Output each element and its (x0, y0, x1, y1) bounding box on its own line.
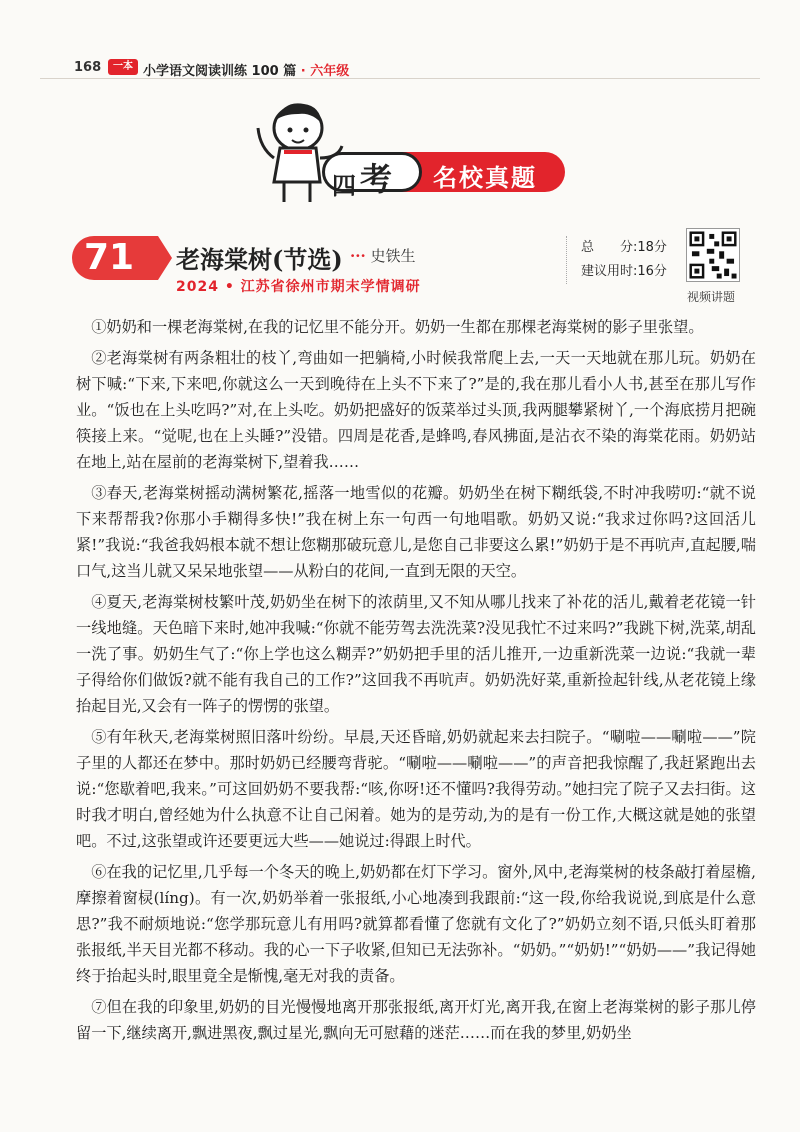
banner-char-exam: 考 (360, 160, 397, 198)
grade-label: 六年级 (310, 64, 350, 79)
author-line (350, 245, 415, 266)
total-score: 总 分:18分 (581, 240, 667, 255)
article-title: 老海棠树(节选) (176, 245, 343, 274)
banner-exam-label (332, 158, 396, 204)
article-number: 71 (84, 237, 135, 278)
series-name: 小学语文阅读训练 100 篇 (143, 64, 297, 79)
brand-badge: 一本 (108, 59, 138, 75)
suggested-time: 建议用时:16分 (581, 264, 667, 279)
series-dot: · (300, 64, 306, 79)
qr-label: 视频讲题 (687, 290, 736, 304)
banner-title: 名校真题 (433, 164, 537, 192)
header-divider (40, 78, 760, 79)
paragraph-6: ⑥在我的记忆里,几乎每一个冬天的晚上,奶奶都在灯下学习。窗外,风中,老海棠树的枝条敲打着屋檐,摩擦着窗棂(líng)。有一次,奶奶举着一张报纸,小心地凑到我跟前:“这一段,你给我说说,到底是什么意思?”我不耐烦地说:“您学那玩意儿有用吗?就算都看懂了您就有文化了?”奶奶立刻不语,只低头盯着那张报纸,半天目光都不移动。我的心一下子收紧,但知已无法弥补。“奶奶。”“奶奶!”“奶奶——”我记得她终于抬起头时,眼里竟全是惭愧,毫无对我的责备。 (76, 863, 756, 985)
paragraph-1: ①奶奶和一棵老海棠树,在我的记忆里不能分开。奶奶一生都在那棵老海棠树的影子里张望。 (91, 318, 704, 336)
article-body (76, 314, 756, 1051)
article-number-tag (72, 236, 168, 280)
qr-code-icon[interactable] (686, 228, 740, 282)
score-time-box (566, 236, 695, 284)
paragraph-7: ⑦但在我的印象里,奶奶的目光慢慢地离开那张报纸,离开灯光,离开我,在窗上老海棠树的影子那儿停留一下,继续离开,飘进黑夜,飘过星光,飘向无可慰藉的迷茫……而在我的梦里,奶奶坐 (76, 998, 756, 1042)
author-dots: ··· (350, 247, 366, 265)
banner-char-four: 四 (332, 172, 360, 200)
paragraph-5: ⑤有年秋天,老海棠树照旧落叶纷纷。早晨,天还昏暗,奶奶就起来去扫院子。“唰啦——唰啦——”院子里的人都还在梦中。那时奶奶已经腰弯背驼。“唰啦——唰啦——”的声音把我惊醒了,我赶紧跑出去说:“您歇着吧,我来。”可这回奶奶不要我帮:“咳,你呀!还不懂吗?我得劳动。”她扫完了院子又去扫街。这时我才明白,曾经她为什么执意不让自己闲着。她为的是劳动,为的是有一份工作,大概这就是她的张望吧。不过,这张望或许还要更远大些——她说过:得跟上时代。 (76, 728, 756, 850)
page-number: 168 (74, 60, 102, 75)
series-title (143, 60, 349, 79)
exam-source: 2024 • 江苏省徐州市期末学情调研 (176, 279, 421, 295)
author-name: 史铁生 (370, 247, 416, 265)
paragraph-3: ③春天,老海棠树摇动满树繁花,摇落一地雪似的花瓣。奶奶坐在树下糊纸袋,不时冲我唠叨:“就不说下来帮帮我?你那小手糊得多快!”我在树上东一句西一句地唱歌。奶奶又说:“我求过你吗?这回活儿紧!”我说:“我爸我妈根本就不想让您糊那破玩意儿,是您自己非要这么累!”奶奶于是不再吭声,直起腰,喘口气,这当儿就又呆呆地张望——从粉白的花间,一直到无限的天空。 (76, 484, 756, 580)
paragraph-4: ④夏天,老海棠树枝繁叶茂,奶奶坐在树下的浓荫里,又不知从哪儿找来了补花的活儿,戴着老花镜一针一线地缝。天色暗下来时,她冲我喊:“你就不能劳驾去洗洗菜?没见我忙不过来吗?”我跳下树,洗菜,胡乱一洗了事。奶奶生气了:“你上学也这么糊弄?”奶奶把手里的活儿推开,一边重新洗菜一边说:“我就一辈子得给你们做饭?就不能有我自己的工作?”这回我不再吭声。奶奶洗好菜,重新捡起针线,从老花镜上缘抬起目光,又会有一阵子的愣愣的张望。 (76, 593, 756, 715)
paragraph-2: ②老海棠树有两条粗壮的枝丫,弯曲如一把躺椅,小时候我常爬上去,一天一天地就在那儿玩。奶奶在树下喊:“下来,下来吧,你就这么一天到晚待在上头不下来了?”是的,我在那儿看小人书,甚至在那儿写作业。“饭也在上头吃吗?”对,在上头吃。奶奶把盛好的饭菜举过头顶,我两腿攀紧树丫,一个海底捞月把碗筷接上来。“觉呢,也在上头睡?”没错。四周是花香,是蜂鸣,春风拂面,是沾衣不染的海棠花雨。奶奶站在地上,站在屋前的老海棠树下,望着我…… (76, 349, 756, 471)
